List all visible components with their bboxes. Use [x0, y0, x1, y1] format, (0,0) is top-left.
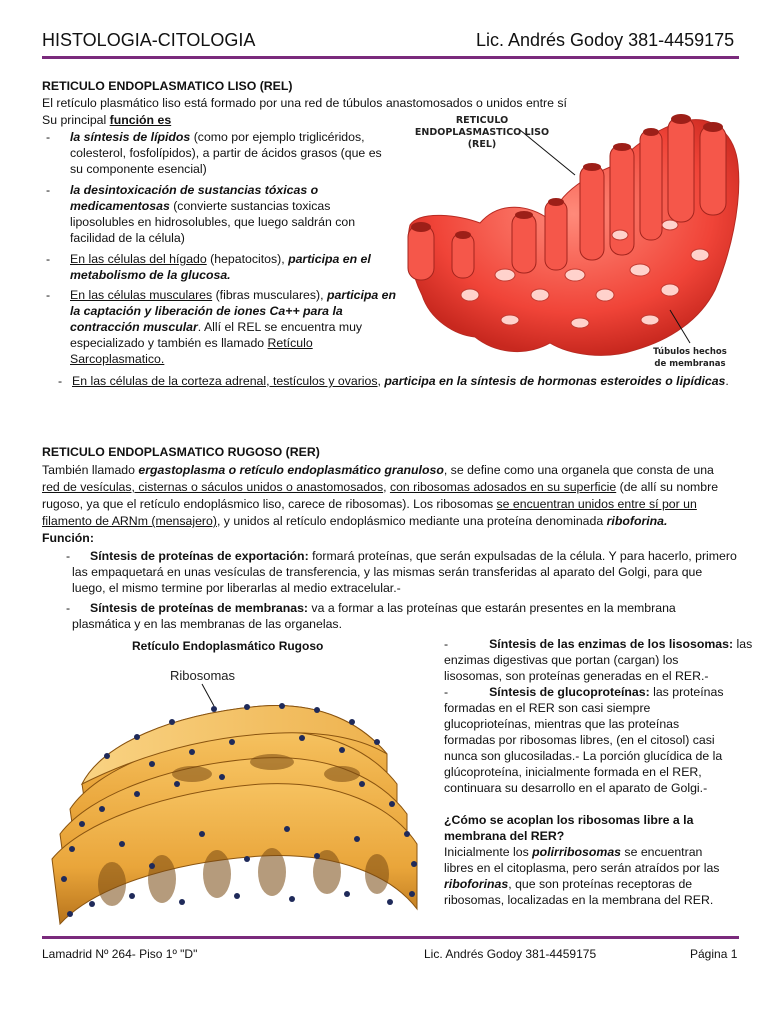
rer-f3-bold: Síntesis de las enzimas de los lisosomas:	[489, 637, 734, 651]
rel-item2-emph2: medicamentosas	[70, 199, 170, 213]
rel-item4-line2: la captación y liberación de iones Ca++ para la	[70, 304, 343, 318]
rer-f1-line2: las empaquetará en unas vesículas de transferencia, y las mismas serán transferidas al aparato del Golgi, para que	[72, 565, 703, 579]
rel-item4-line5: Sarcoplasmatico.	[70, 352, 165, 366]
rer-item-2: - Síntesis de proteínas de membranas: va a formar a las proteínas que estarán presentes en la membrana plasmática y en las membranas de las organelas.	[66, 601, 676, 631]
rer-q3-emph: riboforinas	[444, 877, 509, 891]
rel-func-prefix: Su principal	[42, 113, 110, 127]
rel-item5-emph: participa en la síntesis de hormonas esteroides o lipídicas	[384, 374, 726, 388]
rel-item1-text: (como por ejemplo triglicéridos,	[190, 130, 365, 144]
rer-title: RETICULO ENDOPLASMATICO RUGOSO (RER)	[42, 445, 320, 459]
rer-right-column: - Síntesis de las enzimas de los lisosomas: las enzimas digestivas que portan (cargan) los lisosomas, son proteínas generadas en el RER.- - Síntesis de glucoproteínas: las proteínas formadas en el RER son casi siempre glucoprioteínas, mientras que las proteínas formadas por ribosomas libres, (en el citosol) casi nunca son glucosiladas.- La porción glucídica de la glúcoproteína, inicialmente formada en el RER, continuara su desarrollo en el aparato de Golgi.- ¿Cómo se acoplan los ribosomas libre a la membrana del RER? Inicialmente los polirribosomas se encuentran libres en el citoplasma, pero serán atraídos por las riboforinas, que son proteínas receptoras de ribosomas, localizadas en la membrana del RER.	[444, 637, 753, 907]
rer-p2-sep: ,	[383, 480, 390, 494]
rer-q3-b: , que son proteínas receptoras de	[508, 877, 693, 891]
rer-para-line1	[42, 462, 714, 478]
rel-item-5: - En las células de la corteza adrenal, testículos y ovarios, participa en la síntesis de hormonas esteroides o lipídicas.	[58, 374, 729, 388]
rer-f1-line3: luego, el mismo termine por liberarlas al medio extracelular.-	[72, 581, 401, 595]
rel-item4-underline: En las células musculares	[70, 288, 213, 302]
rer-f4-b: las proteínas	[649, 685, 724, 699]
rer-cisternae	[52, 706, 417, 924]
rer-p4-underline: filamento de ARNm (mensajero)	[42, 514, 217, 528]
rel-func-label: función es	[109, 113, 172, 127]
rer-f3-line3: lisosomas, son proteínas generadas en el RER.-	[444, 669, 709, 683]
rer-f4-line7: continuara su desarrollo en el aparato de Golgi.-	[444, 781, 708, 795]
rel-fig-caption-1: Túbulos hechos	[653, 347, 727, 357]
header-title: HISTOLOGIA-CITOLOGIA	[42, 30, 256, 50]
rel-item3-emph: participa en el	[288, 252, 371, 266]
rer-p1-c: , se define como una organela que consta de una	[443, 463, 714, 477]
rel-item-3: - En las células del hígado (hepatocitos), participa en el metabolismo de la glucosa.	[46, 252, 371, 282]
rel-illustration	[400, 105, 745, 373]
rer-item-1: - Síntesis de proteínas de exportación: formará proteínas, que serán expulsadas de la célula. Y para hacerlo, primero las empaquetará en unas vesículas de transferencia, y las mismas serán transferidas al aparato del Golgi, para que luego, el mismo termine por liberarlas al medio extracelular.-	[66, 549, 737, 595]
rer-q1-c: se encuentran	[621, 845, 703, 859]
rer-f3-b: las	[733, 637, 753, 651]
rel-item4-text: (fibras musculares),	[212, 288, 327, 302]
rer-question-title-2: membrana del RER?	[444, 829, 565, 843]
rer-fig-pointer	[202, 684, 214, 706]
rel-fig-label-1: RETICULO	[455, 115, 509, 126]
rer-f4-line2: formadas en el RER son casi siempre	[444, 701, 651, 715]
rel-item-1: - la síntesis de lípidos (como por ejemplo triglicéridos, colesterol, fosfolípidos), a partir de ácidos grasos (que es su componente esencial)	[46, 130, 382, 176]
rer-p2-underline2: con ribosomas adosados en su superficie	[389, 480, 617, 494]
rer-f4-line5: nunca son glucosiladas.- La porción glucídica de la	[444, 749, 723, 763]
rer-f2-line2: plasmática y en las membranas de las organelas.	[72, 617, 342, 631]
rer-f2-bold: Síntesis de proteínas de membranas:	[90, 601, 308, 615]
rel-item-4: - En las células musculares (fibras musculares), participa en la captación y liberación de iones Ca++ para la contracción muscular. Allí el REL se encuentra muy especializado y también es llamado Retículo Sarcoplasmatico.	[46, 288, 397, 366]
header-rule	[42, 56, 739, 59]
rer-question-title-1: ¿Cómo se acoplan los ribosomas libre a la	[444, 813, 694, 827]
rer-p3-underline: se encuentran unidos entre sí por un	[496, 497, 697, 511]
rel-item4-emph: participa en	[326, 288, 397, 302]
rer-para-line2	[42, 479, 718, 495]
rel-title: RETICULO ENDOPLASMATICO LISO (REL)	[42, 79, 293, 93]
rer-p4-b: , y unidos al retículo endoplásmico mediante una proteína denominada	[216, 514, 607, 528]
header-author: Lic. Andrés Godoy 381-4459175	[476, 30, 735, 50]
rel-item3-text: (hepatocitos),	[206, 252, 289, 266]
footer-address: Lamadrid Nº 264- Piso 1º "D"	[42, 947, 198, 961]
rer-p2-d: (de allí su nombre	[616, 480, 719, 494]
rel-fig-label-3: (REL)	[467, 139, 497, 150]
rer-p1-emph: ergastoplasma o retículo endoplasmático granuloso	[138, 463, 444, 477]
rer-p1-a: También llamado	[42, 463, 139, 477]
rer-function-label: Función:	[42, 531, 94, 545]
rer-para-line3	[42, 496, 697, 512]
rer-p4-emph: riboforina.	[606, 514, 668, 528]
rer-q2: libres en el citoplasma, pero serán atraídos por las	[444, 861, 720, 875]
rel-intro: El retículo plasmático liso está formado por una red de túbulos anastomosados o unidos entre sí	[42, 96, 567, 110]
rer-f2-b: va a formar a las proteínas que estarán presentes en la membrana	[308, 601, 676, 615]
rel-item2-line3: liposolubles en hidrosolubles, que luego saldrán con	[70, 215, 356, 229]
rer-f4-line3: glucoprioteínas, mientras que las proteínas	[444, 717, 680, 731]
rer-para-line4	[42, 513, 667, 529]
footer-author: Lic. Andrés Godoy 381-4459175	[424, 947, 597, 961]
rer-f4-line4: formadas por ribosomas libres, (en el citosol) casi	[444, 733, 715, 747]
rer-fig-label: Ribosomas	[170, 668, 236, 683]
rer-f3-line2: enzimas digestivas que portan (cargan) los	[444, 653, 679, 667]
footer-page-number: Página 1	[690, 947, 738, 961]
rel-item2-line4: facilidad de la célula)	[70, 231, 185, 245]
rer-fig-title: Retículo Endoplasmático Rugoso	[132, 639, 324, 653]
rel-item1-emph: la síntesis de lípidos	[70, 130, 191, 144]
rer-f4-bold: Síntesis de glucoproteínas:	[489, 685, 650, 699]
rel-item5-sep: ,	[377, 374, 385, 388]
footer-rule	[42, 936, 739, 939]
rer-p3-a: rugoso, ya que el retículo endoplásmico liso, carece de ribosomas). Los ribosomas	[42, 497, 497, 511]
rel-item1-line3: su componente esencial)	[70, 162, 207, 176]
rel-item4-underline2: Retículo	[267, 336, 313, 350]
rer-f1-b: formará proteínas, que serán expulsadas de la célula. Y para hacerlo, primero	[308, 549, 737, 563]
rer-q4: ribosomas, localizadas en la membrana del RER.	[444, 893, 714, 907]
rel-item4-text3: especializado y también es llamado	[70, 336, 268, 350]
rer-q1-emph: polirribosomas	[532, 845, 622, 859]
rer-illustration	[42, 634, 437, 934]
rel-item4-emph2: contracción muscular	[70, 320, 198, 334]
rel-item5-underline: En las células de la corteza adrenal, testículos y ovarios	[72, 374, 378, 388]
rer-f1-bold: Síntesis de proteínas de exportación:	[90, 549, 309, 563]
rel-item1-line2: colesterol, fosfolípidos), a partir de ácidos grasos (que es	[70, 146, 382, 160]
rel-item5-end: .	[725, 374, 729, 388]
rel-item3-line2: metabolismo de la glucosa.	[70, 268, 231, 282]
rel-function-line	[42, 112, 171, 128]
rel-item2-text: (convierte sustancias toxicas	[169, 199, 331, 213]
rel-item2-emph: la desintoxicación de sustancias tóxicas o	[70, 183, 319, 197]
rer-p2-underline: red de vesículas, cisternas o sáculos unidos o anastomosados	[42, 480, 384, 494]
rel-item-2: - la desintoxicación de sustancias tóxicas o medicamentosas (convierte sustancias toxicas liposolubles en hidrosolubles, que luego saldrán con facilidad de la célula)	[46, 183, 356, 245]
rel-fig-caption-2: de membranas	[654, 359, 726, 369]
rel-item4-text2: . Allí el REL se encuentra muy	[197, 320, 363, 334]
rel-item3-underline: En las células del hígado	[70, 252, 207, 266]
rer-f4-line6: glúcoproteína, inicialmente formada en el RER,	[444, 765, 702, 779]
rer-q1-a: Inicialmente los	[444, 845, 533, 859]
rel-fig-label-2: ENDOPLASMASTICO LISO	[414, 127, 550, 138]
